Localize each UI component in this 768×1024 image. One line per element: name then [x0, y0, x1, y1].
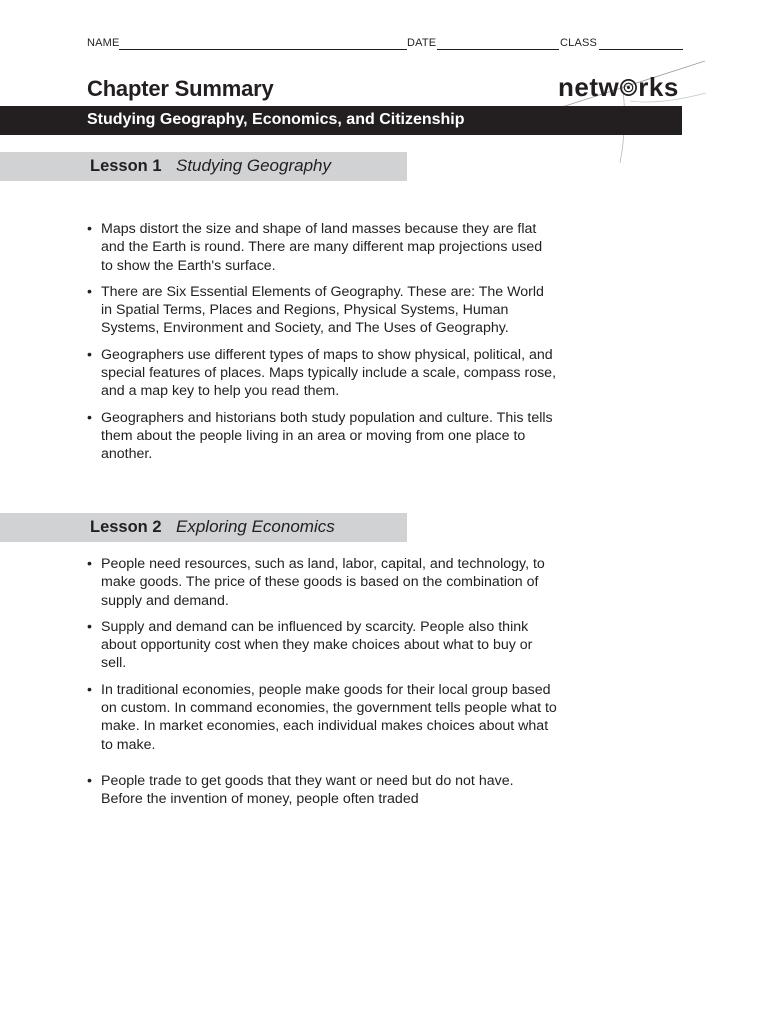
lesson-2-header — [0, 513, 407, 542]
name-field[interactable] — [119, 49, 407, 50]
networks-logo — [558, 72, 679, 103]
list-item: • Geographers use different types of maps to show physical, political, and special features of places. Maps typically include a scale, compass rose, and a map key to help you read them. — [87, 346, 557, 401]
list-item: • Geographers and historians both study population and culture. This tells them about the people living in an area or moving from one place to another. — [87, 409, 557, 464]
lesson-number: Lesson 2 — [90, 518, 162, 536]
list-item: • Maps distort the size and shape of land masses because they are flat and the Earth is round. There are many different map projections used to show the Earth's surface. — [87, 220, 557, 275]
lesson-1-summary-list — [87, 220, 557, 472]
lesson-name: Exploring Economics — [176, 517, 335, 536]
logo-text-suffix: rks — [638, 72, 679, 102]
chapter-title: Chapter Summary — [87, 76, 274, 101]
list-item: • There are Six Essential Elements of Geography. These are: The World in Spatial Terms, Places and Regions, Physical Systems, Human Systems, Environment and Society, and The Uses of Geography. — [87, 283, 557, 338]
lesson-name: Studying Geography — [176, 156, 331, 175]
chapter-subtitle-bar — [0, 106, 682, 135]
lesson-1-header — [0, 152, 407, 181]
date-label: DATE — [407, 37, 437, 49]
globe-icon — [619, 78, 638, 97]
logo-text-prefix: netw — [558, 72, 620, 102]
chapter-subtitle: Studying Geography, Economics, and Citizenship — [87, 111, 465, 128]
class-label: CLASS — [560, 37, 598, 49]
list-item: • In traditional economies, people make goods for their local group based on custom. In command economies, the government tells people what to make. In market economies, each individual makes choices about what to make. — [87, 681, 557, 754]
list-item: • Supply and demand can be influenced by scarcity. People also think about opportunity cost when they make choices about what to buy or sell. — [87, 618, 557, 673]
name-label: NAME — [87, 37, 120, 49]
list-item: • People trade to get goods that they want or need but do not have. Before the invention of money, people often traded — [87, 772, 557, 809]
class-field[interactable] — [599, 49, 683, 50]
lesson-2-summary-list — [87, 555, 557, 817]
student-info-row — [87, 37, 683, 53]
list-item: • People need resources, such as land, labor, capital, and technology, to make goods. The price of these goods is based on the combination of supply and demand. — [87, 555, 557, 610]
date-field[interactable] — [437, 49, 559, 50]
lesson-number: Lesson 1 — [90, 157, 162, 175]
